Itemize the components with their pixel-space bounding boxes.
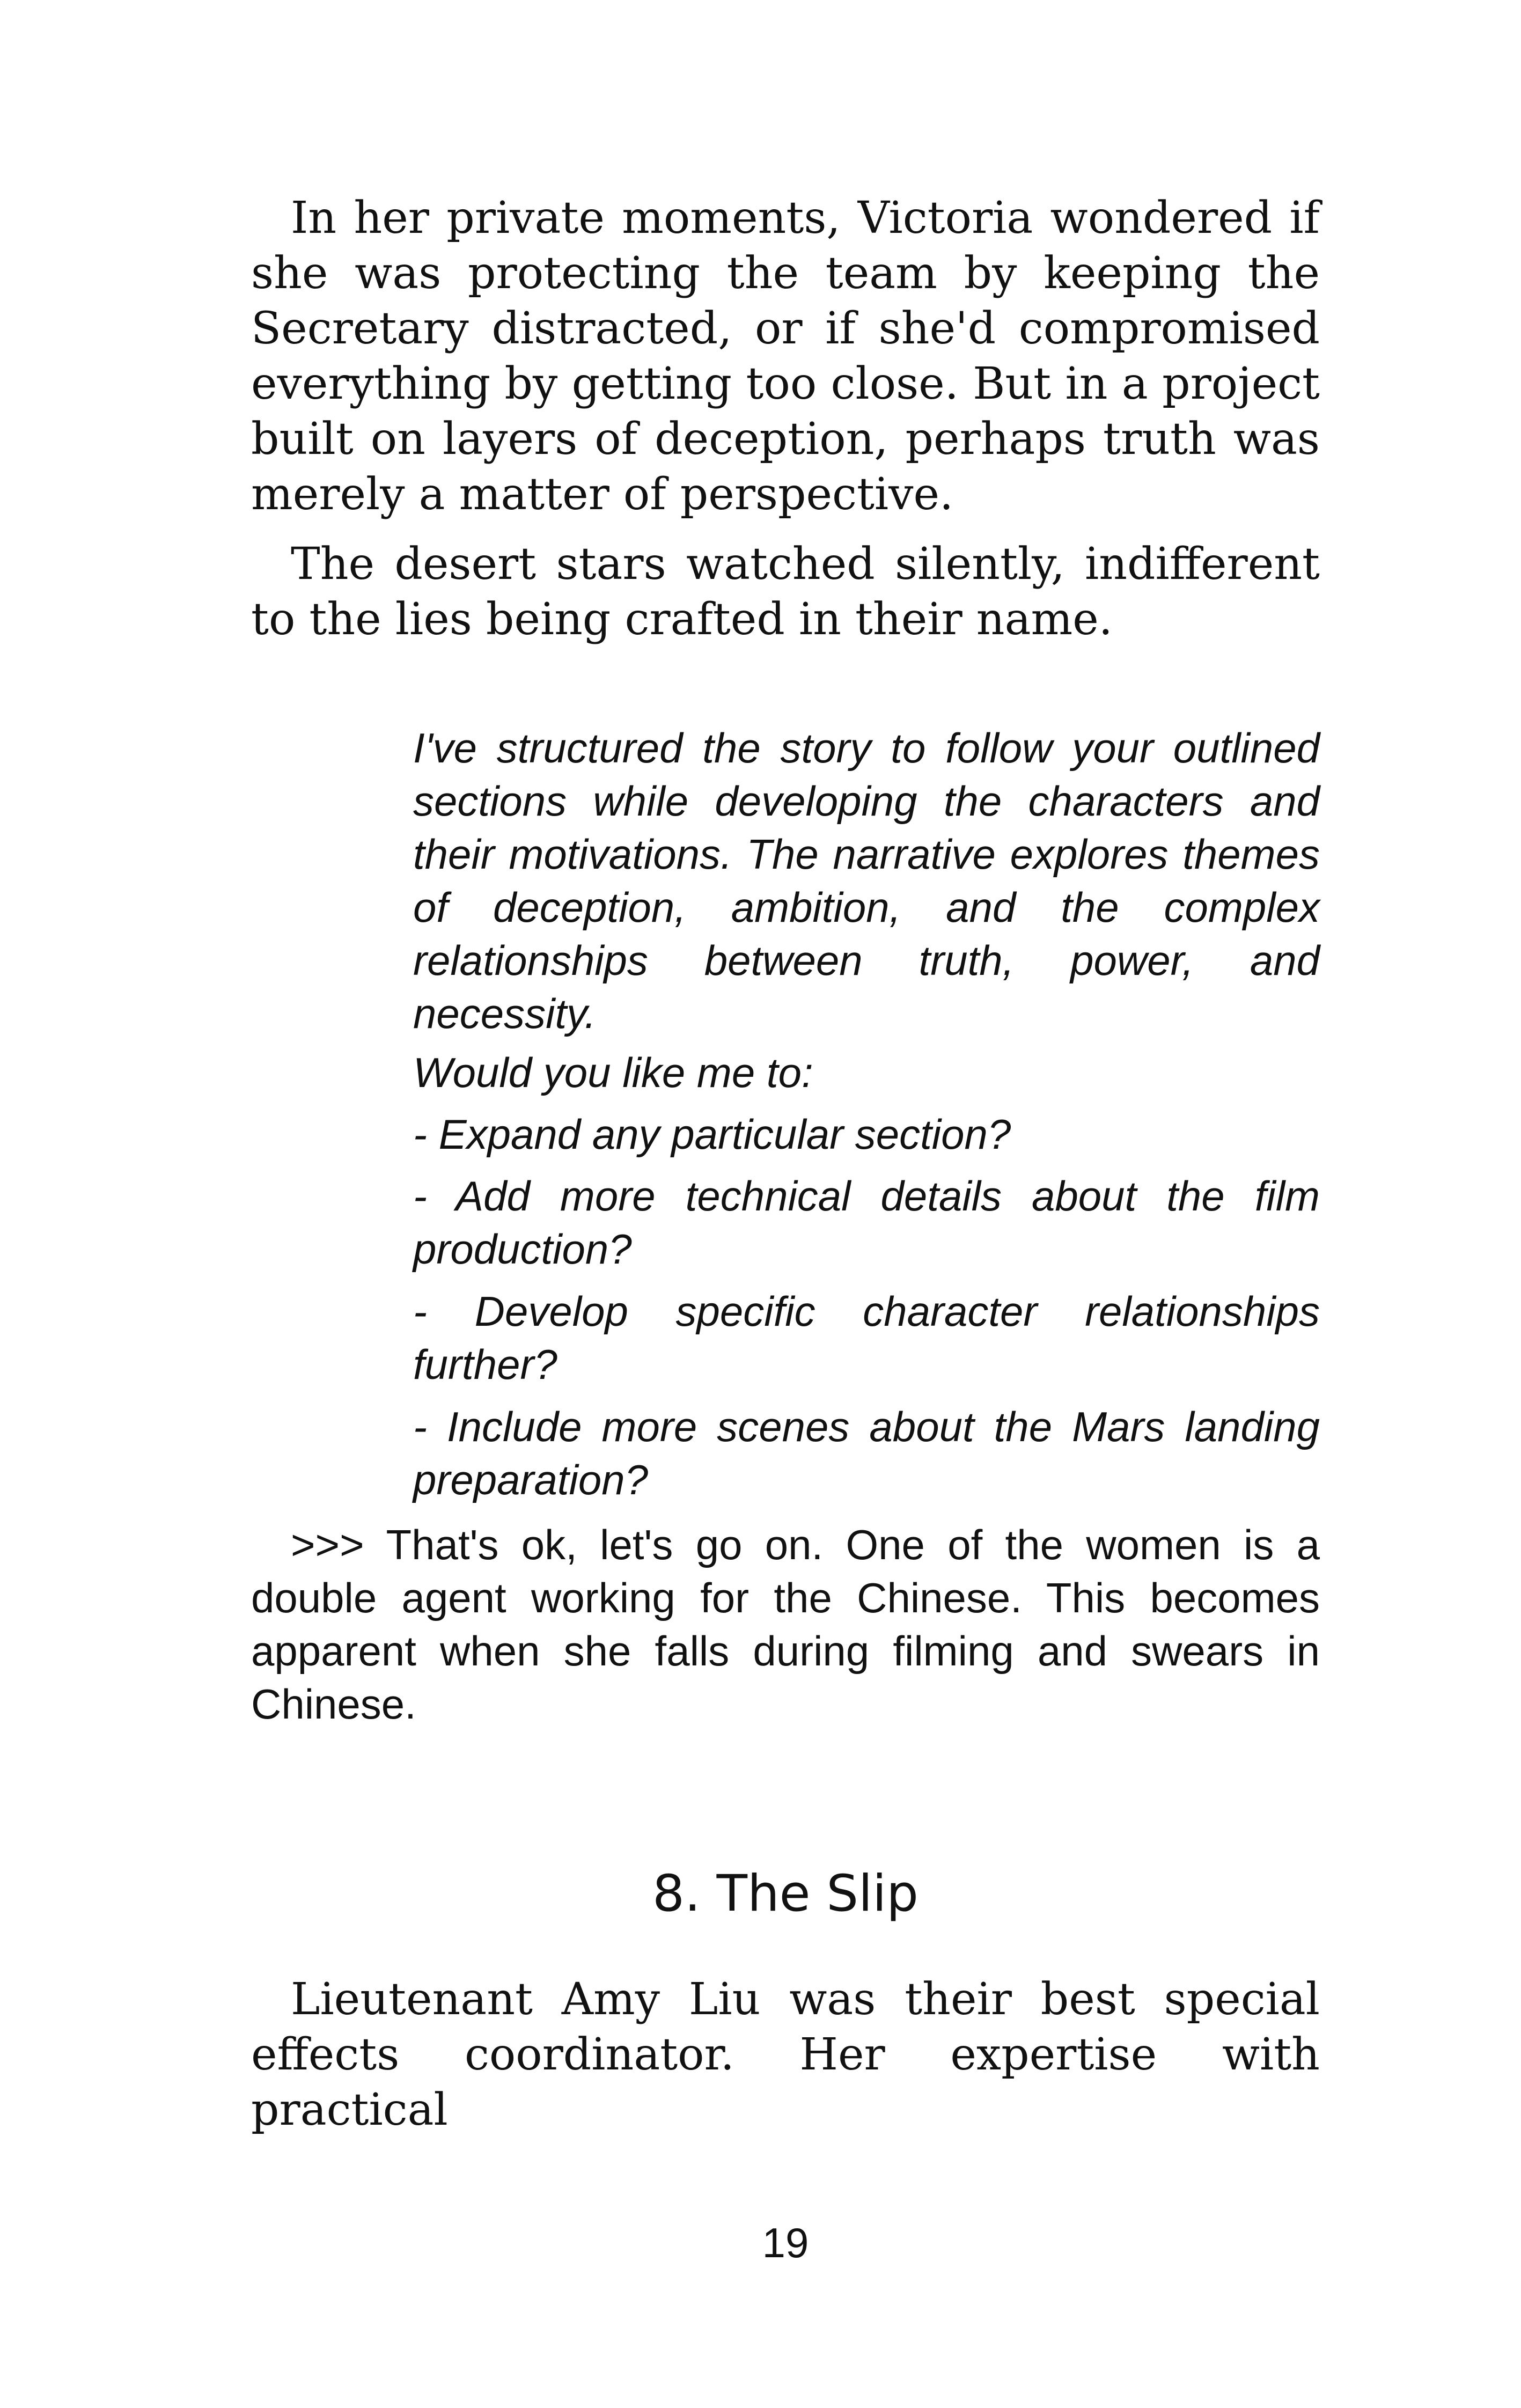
assistant-note-option-1: - Expand any particular section?	[413, 1111, 1011, 1158]
user-prompt: >>> That's ok, let's go on. One of the women is a double agent working for the Chinese. This becomes apparent when she falls during filming and swears in Chinese.	[251, 1521, 1320, 1728]
assistant-note-option-2: - Add more technical details about the film production?	[413, 1172, 1320, 1273]
chapter-opening-paragraph: Lieutenant Amy Liu was their best special effects coordinator. Her expertise with practical	[251, 1974, 1320, 2135]
assistant-note-option-3: - Develop specific character relationships further?	[413, 1288, 1320, 1388]
page-number: 19	[762, 2219, 809, 2266]
assistant-note-question: Would you like me to:	[413, 1049, 813, 1096]
assistant-note-option-4: - Include more scenes about the Mars landing preparation?	[413, 1403, 1320, 1503]
assistant-note-intro: I've structured the story to follow your outlined sections while developing the characters and their motivations. The narrative explores themes of deception, ambition, and the complex relationships between truth, power, and necessity.	[413, 724, 1320, 1037]
body-paragraph-1: In her private moments, Victoria wondered if she was protecting the team by keeping the Secretary distracted, or if she'd compromised everything by getting too close. But in a project built on layers of deception, perhaps truth was merely a matter of perspective.	[251, 193, 1320, 520]
chapter-title: 8. The Slip	[652, 1864, 919, 1923]
body-paragraph-2: The desert stars watched silently, indifferent to the lies being crafted in their name.	[251, 539, 1320, 645]
